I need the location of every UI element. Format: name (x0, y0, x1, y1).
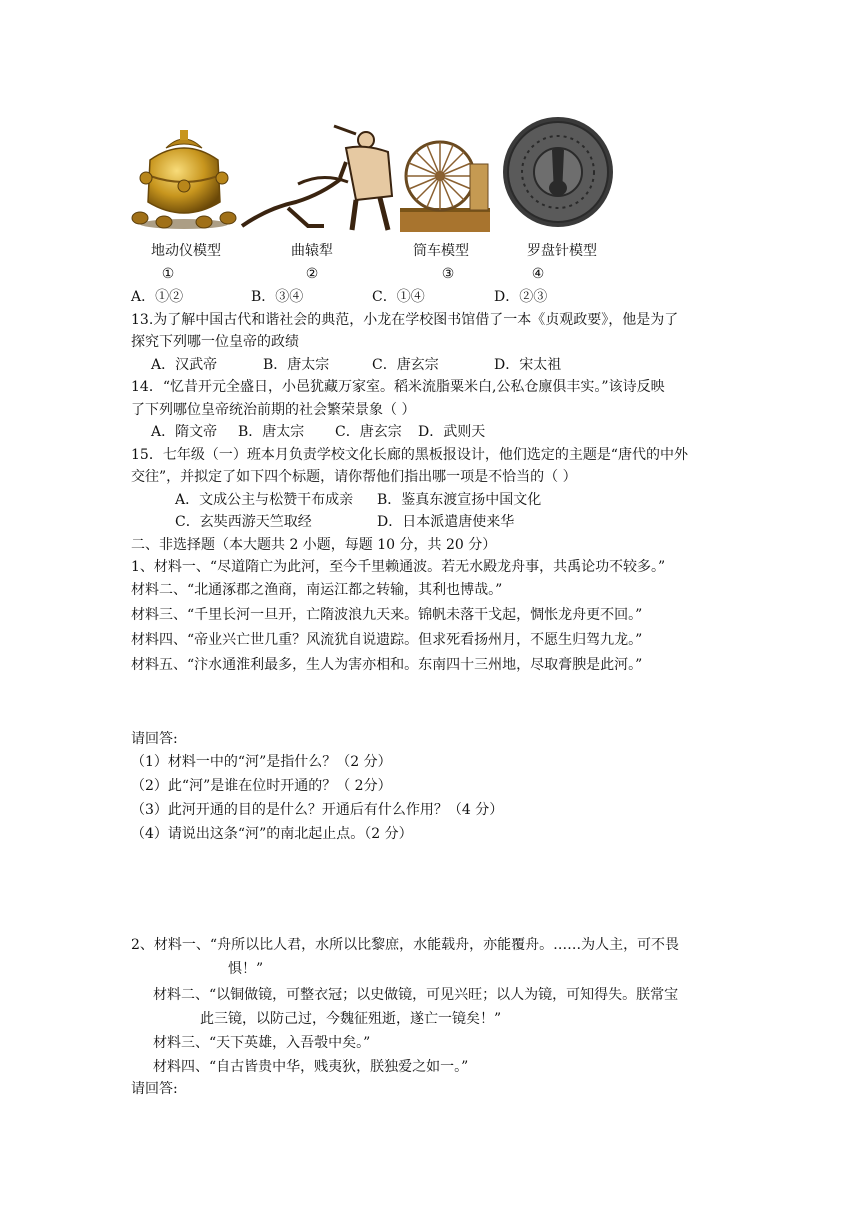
seismograph-image (128, 126, 240, 230)
plow-icon (238, 122, 400, 232)
q15-option-b: B．鉴真东渡宣扬中国文化 (377, 492, 542, 508)
waterwheel-icon (400, 136, 490, 232)
section2-title: 二、非选择题（本大题共 2 小题，每题 10 分，共 20 分） (131, 537, 497, 553)
q14-option-c: C．唐玄宗 (335, 424, 402, 440)
figure-caption-1: 地动仪模型 (151, 243, 221, 259)
q13-option-b: B．唐太宗 (263, 357, 330, 373)
q1-material-3: 材料三、“千里长河一旦开，亡隋波浪九天来。锦帆未落干戈起，惆怅龙舟更不回。” (131, 607, 643, 623)
q1-material-2: 材料二、“北通涿郡之渔商，南运江都之转输，其利也博哉。” (131, 582, 503, 598)
q13-option-d: D．宋太祖 (494, 357, 562, 373)
q13-option-a: A．汉武帝 (151, 357, 218, 373)
q1-prompt: 请回答: (131, 731, 178, 747)
q2-material-4: 材料四、“自古皆贵中华，贱夷狄，朕独爱之如一。” (153, 1059, 469, 1075)
q1-question-4: （4）请说出这条“河”的南北起止点。（2 分） (131, 826, 413, 842)
q15-text-cont: 交往”，并拟定了如下四个标题，请你帮他们指出哪一项是不恰当的（ ） (131, 469, 577, 485)
figure-caption-2: 曲辕犁 (291, 243, 333, 259)
q15-option-c: C．玄奘西游天竺取经 (175, 514, 312, 530)
q2-material-2: 材料二、“以铜做镜，可整衣冠；以史做镜，可见兴旺；以人为镜，可知得失。朕常宝 (153, 987, 679, 1003)
q14-option-d: D．武则天 (418, 424, 486, 440)
q1-question-2: （2）此“河”是谁在位时开通的？（ 2分） (131, 778, 392, 794)
q14-text: 14．“忆昔开元全盛日，小邑犹藏万家室。稻米流脂粟米白,公私仓廪俱丰实。”该诗反映 (131, 379, 665, 395)
q14-option-b: B．唐太宗 (238, 424, 305, 440)
plow-image (238, 122, 400, 232)
q1-question-1: （1）材料一中的“河”是指什么？（2 分） (131, 754, 392, 770)
q1-material-4: 材料四、“帝业兴亡世几重？风流犹自说遗踪。但求死看扬州月，不愿生归驾九龙。” (131, 632, 643, 648)
figure-number-1: ① (161, 266, 175, 282)
figure-number-3: ③ (441, 266, 455, 282)
q2-material-3: 材料三、“天下英雄，入吾彀中矣。” (153, 1035, 371, 1051)
q13-text-cont: 探究下列哪一位皇帝的政绩 (131, 334, 299, 350)
q2-prompt: 请回答: (131, 1081, 178, 1097)
q13-text: 13.为了解中国古代和谐社会的典范，小龙在学校图书馆借了一本《贞观政要》，他是为了 (131, 312, 679, 328)
q1-material-5: 材料五、“汴水通淮利最多，生人为害亦相和。东南四十三州地，尽取膏腴是此河。” (131, 657, 643, 673)
q12-option-d: D．②③ (494, 289, 548, 305)
figure-caption-3: 筒车模型 (413, 243, 469, 259)
q2-material-1: 2、材料一、“舟所以比人君，水所以比黎庶，水能载舟，亦能覆舟。……为人主，可不畏 (131, 937, 680, 953)
q13-option-c: C．唐玄宗 (372, 357, 439, 373)
q2-material-1-cont: 惧！” (228, 961, 264, 977)
q15-option-a: A．文成公主与松赞干布成亲 (175, 492, 354, 508)
compass-icon (502, 116, 614, 228)
q14-option-a: A．隋文帝 (151, 424, 218, 440)
figure-number-4: ④ (531, 266, 545, 282)
waterwheel-image (400, 136, 490, 232)
q14-text-cont: 了下列哪位皇帝统治前期的社会繁荣景象（ ） (131, 402, 416, 418)
figure-caption-4: 罗盘针模型 (527, 243, 597, 259)
compass-image (502, 116, 614, 228)
q15-text: 15．七年级（一）班本月负责学校文化长廊的黑板报设计，他们选定的主题是“唐代的中外 (131, 447, 688, 463)
q12-option-c: C．①④ (372, 289, 425, 305)
figure-number-2: ② (305, 266, 319, 282)
q2-material-2-cont: 此三镜，以防己过，今魏征殂逝，遂亡一镜矣！” (200, 1011, 502, 1027)
q1-question-3: （3）此河开通的目的是什么？开通后有什么作用？（4 分） (131, 802, 504, 818)
q15-option-d: D．日本派遣唐使来华 (377, 514, 515, 530)
q12-option-b: B．③④ (251, 289, 304, 305)
seismograph-icon (128, 126, 240, 230)
q1-material-1: 1、材料一、“尽道隋亡为此河，至今千里赖通波。若无水殿龙舟事，共禹论功不较多。” (131, 559, 666, 575)
q12-option-a: A．①② (131, 289, 184, 305)
